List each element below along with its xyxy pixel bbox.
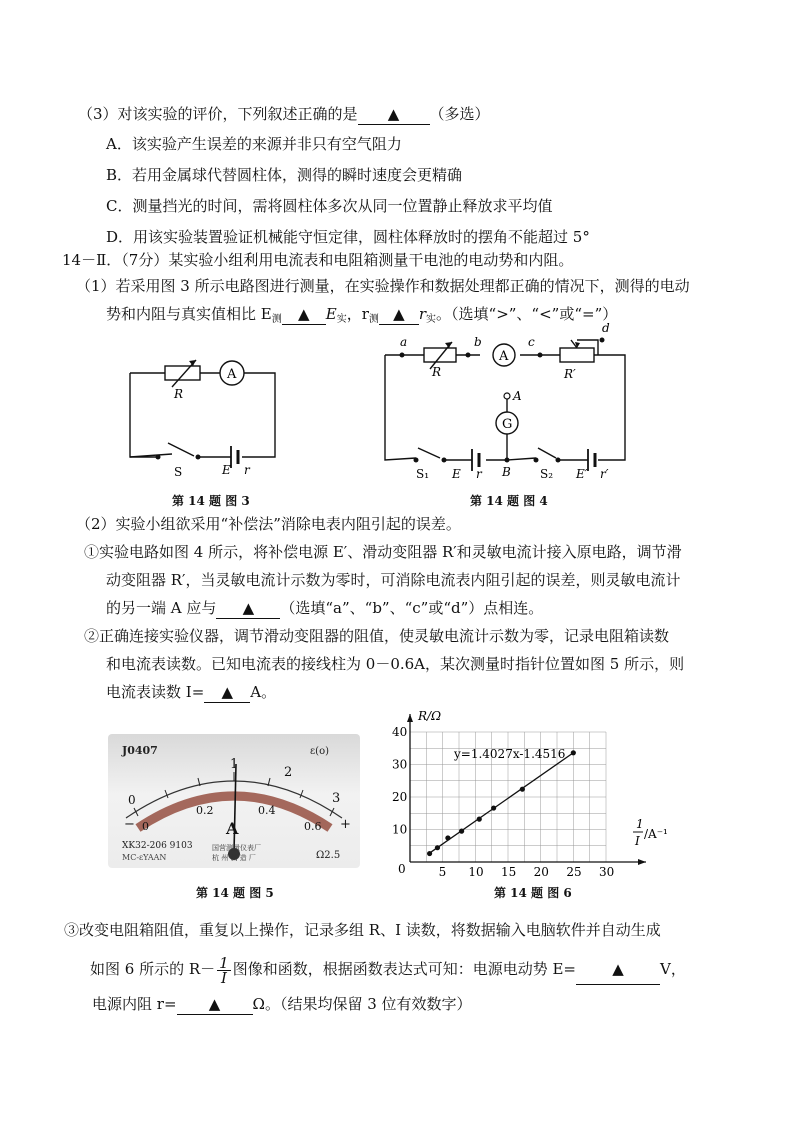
one-over-i-fraction: $\frac{1}{I}$ <box>219 953 229 987</box>
fig4-point-a-terminal: A <box>513 389 522 403</box>
q3-option-c: C．测量挡光的时间，需将圆柱体多次从同一位置静止释放求平均值 <box>106 197 553 215</box>
q3-option-b: B．若用金属球代替圆柱体，测得的瞬时速度会更精确 <box>106 166 463 184</box>
fig5-maker2: 杭 州 制 造 厂 <box>212 854 256 862</box>
chart-ylabel: R/Ω <box>418 709 442 723</box>
q3-answer-blank[interactable]: ▲ <box>358 104 430 125</box>
x-tick-label: 30 <box>599 865 615 878</box>
q3-option-a: A．该实验产生误差的来源并非只有空气阻力 <box>106 135 402 153</box>
q14-p2-3-line1: ③改变电阻箱阻值，重复以上操作，记录多组 R、I 读数，将数据输入电脑软件并自动生成 <box>64 921 661 939</box>
fig4-galvanometer-label: G <box>502 417 513 432</box>
data-point <box>427 851 432 856</box>
fig4-point-a: a <box>400 335 408 349</box>
data-point <box>520 787 525 792</box>
chart-axes <box>410 714 646 862</box>
x-tick-label: 15 <box>501 865 517 878</box>
y-axis-arrow <box>407 714 413 722</box>
q3-option-d: D．用该实验装置验证机械能守恒定律，圆柱体释放时的摆角不能超过 5° <box>106 228 590 246</box>
y-tick-label: 30 <box>392 757 408 772</box>
fig4-label-internal-r: r <box>476 467 482 481</box>
x-tick-label: 25 <box>566 865 582 878</box>
q14-current-reading-blank[interactable]: ▲ <box>204 682 250 703</box>
fig5-minus: − <box>124 817 135 832</box>
fig3-label-e: E <box>222 463 231 477</box>
q14-internal-r-blank[interactable]: ▲ <box>177 994 253 1015</box>
data-point <box>571 750 576 755</box>
fig4-label-s2: S₂ <box>540 467 554 481</box>
fig4-label-r: R <box>432 365 442 379</box>
fig4-circuit <box>370 320 640 490</box>
fig5-bottom-02: 0.2 <box>196 804 214 817</box>
y-tick-label: 20 <box>392 790 408 804</box>
fig5-model: XK32-206 9103 <box>122 841 193 851</box>
data-point <box>435 845 440 850</box>
chart-equation: y=1.4027x-1.4516 <box>454 747 566 761</box>
q14-p2-intro: （2）实验小组欲采用“补偿法”消除电表内阻引起的误差。 <box>76 515 461 533</box>
x-tick-label: 20 <box>533 865 549 878</box>
q14-connect-point-blank[interactable]: ▲ <box>216 598 280 619</box>
data-point <box>491 805 496 810</box>
data-point <box>445 835 450 840</box>
fig5-top-0: 0 <box>128 793 136 807</box>
fig3-label-s: S <box>174 465 183 479</box>
fig3-circuit <box>110 350 300 490</box>
q14-e-compare-blank[interactable]: ▲ <box>282 304 326 325</box>
fig5-unit: A <box>226 819 239 838</box>
fig5-bottom-0: 0 <box>142 820 149 833</box>
q14-header: 14－Ⅱ．（7分）某实验小组利用电流表和电阻箱测量干电池的电动势和内阻。 <box>62 251 574 269</box>
x-tick-label: 10 <box>468 865 484 878</box>
fig5-bottom-06: 0.6 <box>304 820 322 833</box>
x-axis-arrow <box>638 859 646 865</box>
q14-p2-2-line2: 和电流表读数。已知电流表的接线柱为 0－0.6A，某次测量时指针位置如图 5 所示，则 <box>106 655 685 673</box>
q14-p2-1-line3: 的另一端 A 应与 ▲ （选填“a”、“b”、“c”或“d”）点相连。 <box>106 599 544 617</box>
fit-line <box>430 753 574 853</box>
chart-origin: 0 <box>398 862 406 876</box>
q14-r-compare-blank[interactable]: ▲ <box>379 304 419 325</box>
fig5-caption: 第 14 题 图 5 <box>196 886 274 900</box>
fig5-class: Ω2.5 <box>316 850 341 861</box>
q14-emf-blank[interactable]: ▲ <box>576 954 660 985</box>
fig5-top-3: 3 <box>332 791 341 806</box>
fig4-ammeter-label: A <box>499 349 509 364</box>
chart-xlabel-num: 1 <box>636 817 644 831</box>
q14-p2-3-line2: 如图 6 所示的 R－ $\frac{1}{I}$ 图像和函数，根据函数表达式可知：电源电动势 E= ▲ V， <box>90 953 686 987</box>
fig4-label-rprime: R′ <box>564 367 576 381</box>
fig5-model2: MC-εYAAN <box>122 853 167 862</box>
fig6-chart <box>384 706 684 878</box>
fig3-caption: 第 14 题 图 3 <box>172 494 250 508</box>
fig5-bottom-04: 0.4 <box>258 804 276 817</box>
fig5-maker1: 国营测量仪表厂 <box>212 844 261 852</box>
q14-p2-1-line1: ①实验电路如图 4 所示，将补偿电源 E′、滑动变阻器 R′和灵敏电流计接入原电路，调节滑 <box>84 543 682 561</box>
fig6-caption: 第 14 题 图 6 <box>494 886 572 900</box>
fig4-label-eprime: E′ <box>576 467 588 481</box>
y-tick-label: 40 <box>392 725 408 739</box>
data-point <box>459 829 464 834</box>
chart-xlabel-unit: /A⁻¹ <box>644 827 668 841</box>
fig5-mark: ε(o) <box>310 746 330 757</box>
fig4-point-b: b <box>474 335 482 349</box>
fig4-label-rprime-internal: r′ <box>600 467 609 481</box>
q3-stem: （3）对该实验的评价，下列叙述正确的是 ▲ （多选） <box>78 105 490 123</box>
q14-p2-2-line3: 电流表读数 I= ▲ A。 <box>106 683 277 701</box>
fig4-label-s1: S₁ <box>416 467 430 481</box>
fig4-point-b-node: B <box>502 465 511 479</box>
data-point <box>477 817 482 822</box>
fig5-top-2: 2 <box>284 765 293 780</box>
fig5-brand: J0407 <box>122 744 158 757</box>
q14-p2-2-line1: ②正确连接实验仪器，调节滑动变阻器的阻值，使灵敏电流计示数为零，记录电阻箱读数 <box>84 627 670 645</box>
fig4-caption: 第 14 题 图 4 <box>470 494 548 508</box>
q14-p1-line2: 势和内阻与真实值相比 $E_测$ ▲ $E_实$，$r_测$ ▲ $r_实$。（选填“>”、“<”或“=”） <box>106 305 618 325</box>
fig4-point-d: d <box>602 321 610 335</box>
fig5-top-1: 1 <box>230 757 239 772</box>
fig3-ammeter-label: A <box>227 367 237 382</box>
fig3-label-r: R <box>174 387 184 401</box>
q14-p2-1-line2: 动变阻器 R′，当灵敏电流计示数为零时，可消除电流表内阻引起的误差，则灵敏电流计 <box>106 571 681 589</box>
fig4-label-e: E <box>452 467 461 481</box>
fig5-ammeter-photo <box>108 734 360 868</box>
chart-xlabel-den: I <box>635 834 640 848</box>
q14-p1-line1: （1）若采用图 3 所示电路图进行测量，在实验操作和数据处理都正确的情况下，测得的电动 <box>76 277 690 295</box>
fig5-plus: + <box>340 817 351 832</box>
fig4-point-c: c <box>528 335 535 349</box>
y-tick-label: 10 <box>392 822 408 837</box>
x-tick-label: 5 <box>438 865 447 878</box>
q14-p2-3-line3: 电源内阻 r= ▲ Ω。（结果均保留 3 位有效数字） <box>92 995 472 1013</box>
fig3-label-internal-r: r <box>244 463 250 477</box>
